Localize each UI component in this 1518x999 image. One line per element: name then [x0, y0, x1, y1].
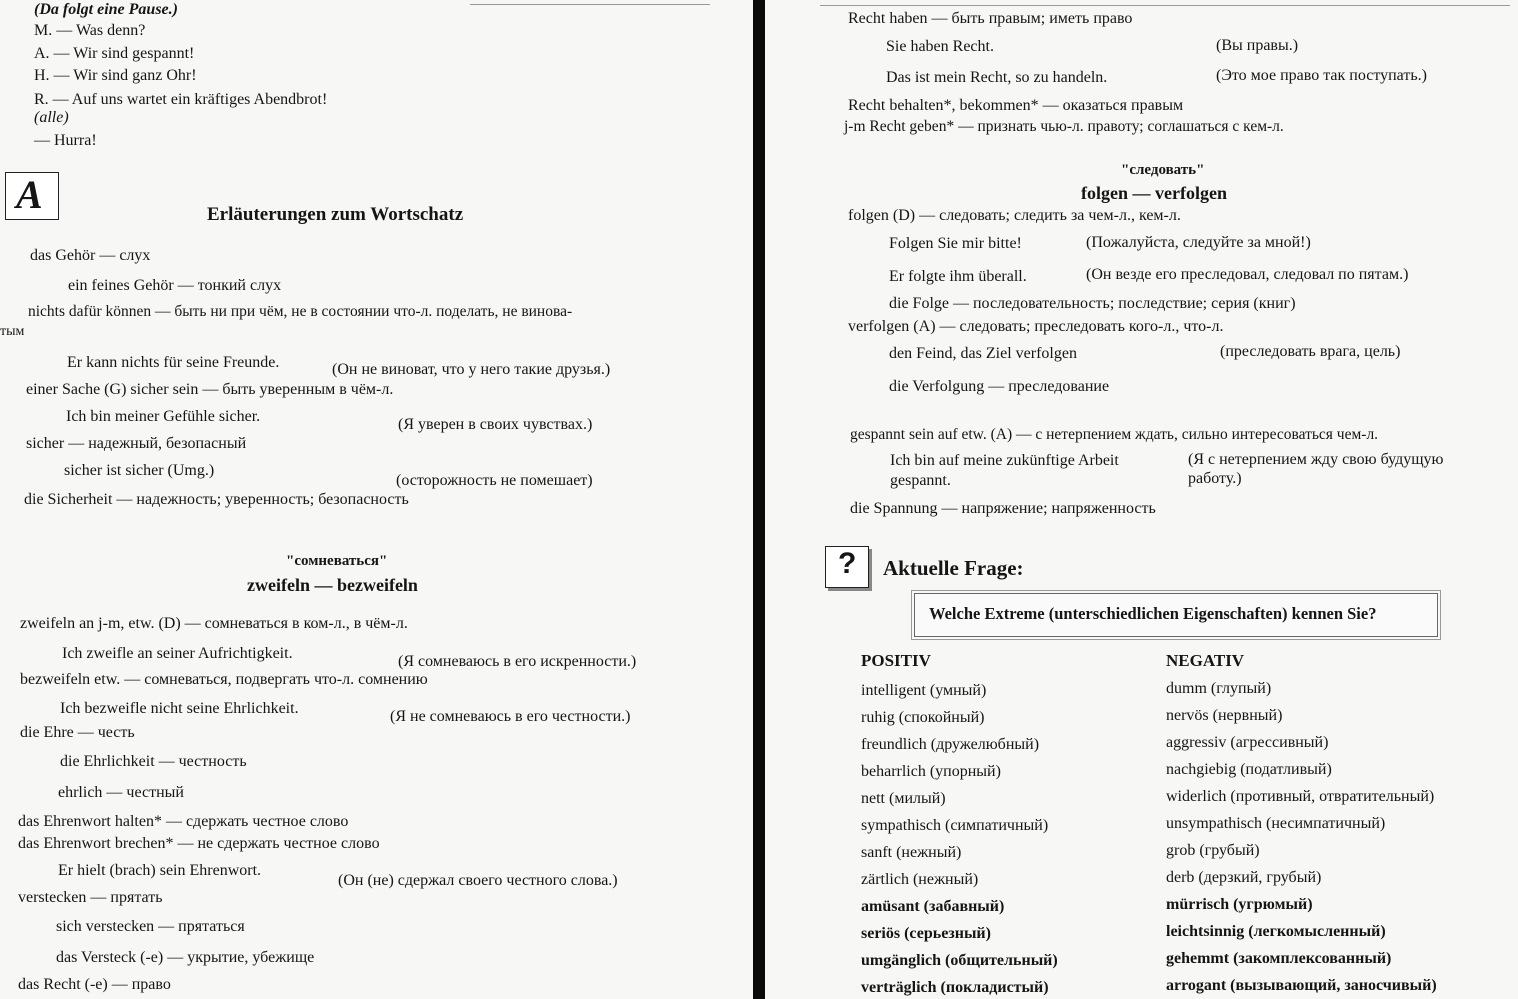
trait-item: aggressiv (агрессивный) — [1166, 734, 1329, 751]
vocabulary-icon-letter: A — [16, 172, 43, 217]
trait-item: sympathisch (симпатичный) — [861, 817, 1049, 834]
question-icon — [825, 546, 869, 588]
entry: das Ehrenwort halten* — сдержать честное слово — [18, 813, 349, 830]
trait-item: sanft (нежный) — [861, 844, 962, 861]
entry: die Sicherheit — надежность; уверенность; безопасность — [24, 491, 409, 508]
dialog-line: (Da folgt eine Pause.) — [34, 1, 178, 18]
entry: einer Sache (G) sicher sein — быть уверенным в чём-л. — [26, 381, 394, 398]
positiv-list — [861, 677, 1058, 999]
trait-item: amüsant (забавный) — [861, 898, 1005, 915]
entry: sicher — надежный, безопасный — [26, 435, 247, 452]
dialog-line: M. — Was denn? — [34, 22, 146, 39]
entry: das Gehör — слух — [30, 247, 151, 264]
entry-wrap: тым — [0, 324, 25, 339]
entry: ehrlich — честный — [58, 784, 184, 801]
section-title: Erläuterungen zum Wortschatz — [207, 204, 464, 225]
right-page — [770, 0, 1518, 999]
example-translation: (осторожность не помешает) — [396, 472, 593, 489]
entry-example: den Feind, das Ziel verfolgen — [889, 345, 1077, 362]
negativ-list — [1166, 675, 1437, 999]
dialog-line: H. — Wir sind ganz Ohr! — [34, 67, 197, 84]
entry-example: Er kann nichts für seine Freunde. — [67, 354, 280, 371]
top-rule — [470, 4, 710, 5]
entry: die Spannung — напряжение; напряженность — [850, 500, 1156, 517]
top-rule — [820, 5, 1510, 6]
trait-item: gehemmt (закомплексованный) — [1166, 950, 1392, 967]
positiv-heading: POSITIV — [861, 651, 931, 670]
dialog-line: — Hurra! — [34, 132, 97, 149]
example-translation: (Пожалуйста, следуйте за мной!) — [1086, 234, 1311, 251]
trait-item: arrogant (вызывающий, заносчивый) — [1166, 977, 1437, 994]
entry: Recht haben — быть правым; иметь право — [848, 10, 1133, 27]
entry-example: Ich bezweifle nicht seine Ehrlichkeit. — [60, 700, 299, 717]
trait-item: widerlich (противный, отвратительный) — [1166, 788, 1435, 805]
example-translation: (Я с нетерпением жду свою будущую — [1188, 451, 1444, 468]
entry-example: Er folgte ihm überall. — [889, 268, 1027, 285]
entry: das Versteck (-e) — укрытие, убежище — [56, 949, 315, 966]
example-translation: (Я сомневаюсь в его искренности.) — [398, 653, 637, 670]
entry: das Recht (-e) — право — [18, 976, 171, 993]
dialog-line: R. — Auf uns wartet ein kräftiges Abendbrot! — [34, 91, 328, 108]
trait-item: freundlich (дружелюбный) — [861, 736, 1040, 753]
trait-item: zärtlich (нежный) — [861, 871, 979, 888]
trait-item: ruhig (спокойный) — [861, 709, 985, 726]
entry: das Ehrenwort brechen* — не сдержать честное слово — [18, 835, 380, 852]
question-box — [914, 593, 1438, 637]
entry-example: sicher ist sicher (Umg.) — [64, 462, 215, 479]
trait-item: unsympathisch (несимпатичный) — [1166, 815, 1386, 832]
trait-item: mürrisch (угрюмый) — [1166, 896, 1313, 913]
trait-item: verträglich (покладистый) — [861, 979, 1049, 996]
trait-item: umgänglich (общительный) — [861, 952, 1058, 969]
trait-item: nachgiebig (податливый) — [1166, 761, 1332, 778]
entry: sich verstecken — прятаться — [56, 918, 245, 935]
trait-item: dumm (глупый) — [1166, 680, 1272, 697]
negativ-heading: NEGATIV — [1166, 651, 1245, 670]
entry: bezweifeln etw. — сомневаться, подвергать что-л. сомнению — [20, 671, 428, 688]
entry: die Verfolgung — преследование — [889, 378, 1110, 395]
entry: die Ehrlichkeit — честность — [60, 753, 247, 770]
question-icon-glyph: ? — [838, 547, 857, 580]
block-title-de: folgen — verfolgen — [1081, 183, 1227, 203]
entry-example: Er hielt (brach) sein Ehrenwort. — [58, 862, 262, 879]
entry-example: Ich zweifle an seiner Aufrichtigkeit. — [62, 645, 293, 662]
trait-item: nett (милый) — [861, 790, 946, 807]
entry-example: gespannt. — [890, 472, 951, 489]
example-translation: (Он (не) сдержал своего честного слова.) — [338, 872, 618, 889]
entry-example: Folgen Sie mir bitte! — [889, 235, 1022, 252]
entry: nichts dafür können — быть ни при чём, не в состоянии что-л. поделать, не винова- — [28, 303, 573, 320]
trait-item: nervös (нервный) — [1166, 707, 1283, 724]
vocabulary-icon — [5, 172, 59, 220]
example-translation: работу.) — [1188, 470, 1242, 487]
entry: Recht behalten*, bekommen* — оказаться правым — [848, 97, 1184, 114]
entry-example: Sie haben Recht. — [886, 38, 994, 55]
entry: gespannt sein auf etw. (A) — с нетерпением ждать, сильно интересоваться чем-л. — [850, 426, 1379, 443]
left-page — [0, 0, 750, 999]
entry: zweifeln an j-m, etw. (D) — сомневаться в ком-л., в чём-л. — [20, 615, 408, 632]
question-label: Aktuelle Frage: — [883, 556, 1024, 580]
entry-example: Das ist mein Recht, so zu handeln. — [886, 69, 1108, 86]
entry: folgen (D) — следовать; следить за чем-л., кем-л. — [848, 207, 1181, 224]
entry-example: ein feines Gehör — тонкий слух — [68, 277, 282, 294]
block-title-de: zweifeln — bezweifeln — [247, 575, 418, 595]
example-translation: (Я не сомневаюсь в его честности.) — [390, 708, 631, 725]
trait-item: beharrlich (упорный) — [861, 763, 1001, 780]
question-text: Welche Extreme (unterschiedlichen Eigenschaften) kennen Sie? — [929, 604, 1377, 623]
trait-item: grob (грубый) — [1166, 842, 1260, 859]
example-translation: (преследовать врага, цель) — [1220, 343, 1401, 360]
trait-item: leichtsinnig (легкомысленный) — [1166, 923, 1386, 940]
entry: j-m Recht geben* — признать чью-л. правоту; соглашаться с кем-л. — [844, 118, 1284, 135]
example-translation: (Я уверен в своих чувствах.) — [398, 416, 593, 433]
book-spine — [753, 0, 765, 999]
example-translation: (Он не виноват, что у него такие друзья.) — [332, 361, 611, 378]
example-translation: (Он везде его преследовал, следовал по пятам.) — [1086, 266, 1409, 283]
trait-item: seriös (серьезный) — [861, 925, 991, 942]
block-title-ru: "сомневаться" — [286, 553, 388, 569]
entry: die Ehre — честь — [20, 724, 135, 741]
trait-item: intelligent (умный) — [861, 682, 987, 699]
example-translation: (Вы правы.) — [1216, 37, 1299, 54]
block-title-ru: "следовать" — [1121, 162, 1205, 178]
entry: die Folge — последовательность; последствие; серия (книг) — [889, 295, 1296, 312]
trait-item: derb (дерзкий, грубый) — [1166, 869, 1322, 886]
example-translation: (Это мое право так поступать.) — [1216, 67, 1427, 84]
dialog-line: A. — Wir sind gespannt! — [34, 45, 195, 62]
entry-example: Ich bin auf meine zukünftige Arbeit — [890, 452, 1119, 469]
entry: verstecken — прятать — [18, 889, 163, 906]
dialog-line: (alle) — [34, 109, 69, 126]
entry: verfolgen (A) — следовать; преследовать кого-л., что-л. — [848, 318, 1224, 335]
entry-example: Ich bin meiner Gefühle sicher. — [66, 408, 261, 425]
